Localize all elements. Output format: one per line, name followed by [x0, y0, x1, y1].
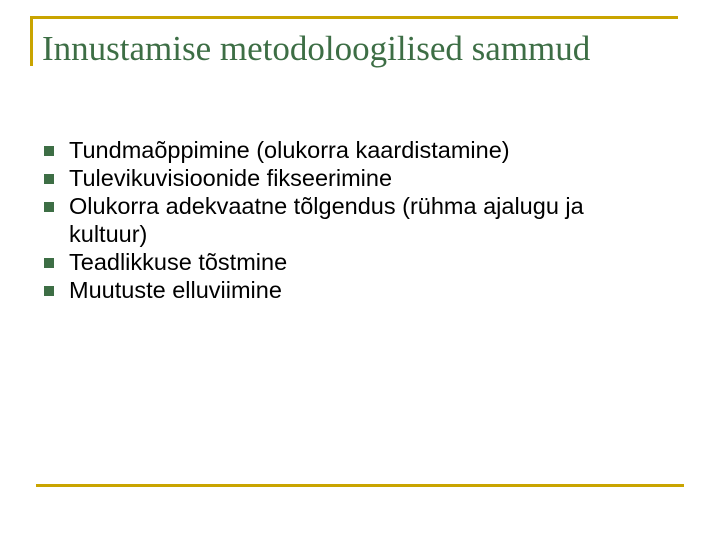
frame-top-line	[30, 16, 678, 19]
square-bullet-icon	[44, 174, 54, 184]
slide-title: Innustamise metodoloogilised sammud	[42, 29, 591, 68]
bullet-list	[44, 136, 674, 304]
bullet-text: Tundmaõppimine (olukorra kaardistamine)	[69, 137, 510, 163]
square-bullet-icon	[44, 146, 54, 156]
square-bullet-icon	[44, 286, 54, 296]
list-item	[44, 136, 674, 164]
bullet-text: Olukorra adekvaatne tõlgendus (rühma ajalugu ja kultuur)	[69, 193, 584, 247]
frame-left-line	[30, 16, 33, 66]
list-item	[44, 192, 674, 248]
bullet-text: Teadlikkuse tõstmine	[69, 249, 288, 275]
bullet-text: Muutuste elluviimine	[69, 277, 282, 303]
square-bullet-icon	[44, 202, 54, 212]
list-item	[44, 276, 674, 304]
list-item	[44, 164, 674, 192]
list-item	[44, 248, 674, 276]
square-bullet-icon	[44, 258, 54, 268]
bullet-text: Tulevikuvisioonide fikseerimine	[69, 165, 393, 191]
frame-bottom-line	[36, 484, 684, 487]
